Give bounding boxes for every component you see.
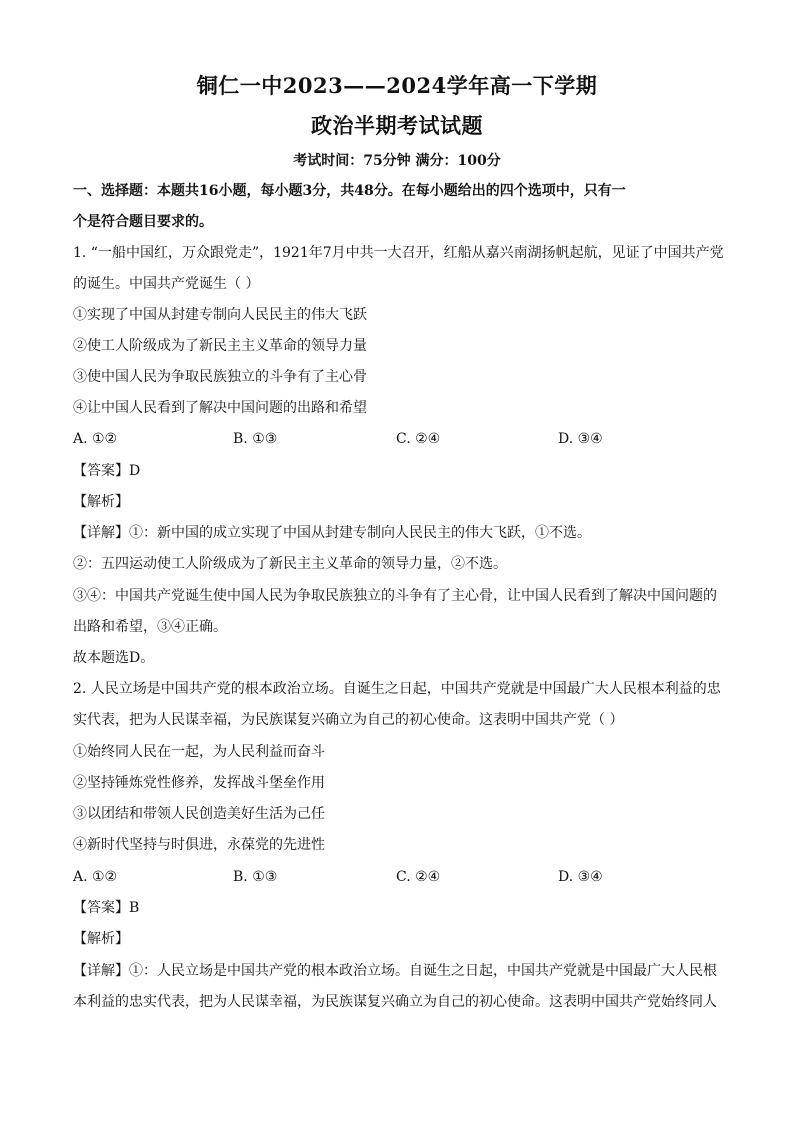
q1-item-3: ③使中国人民为争取民族独立的斗争有了主心骨: [73, 369, 367, 385]
q2-detail-line-1: 【详解】①：人民立场是中国共产党的根本政治立场。自诞生之日起，中国共产党就是中国最广大人民根: [73, 963, 717, 979]
q1-stem-line-1: 1. “一船中国红，万众跟党走”，1921年7月中共一大召开，红船从嘉兴南湖扬帆起航，见证了中国共产党: [73, 245, 724, 261]
q1-option-a: A. ①②: [73, 431, 118, 447]
q2-options: [73, 867, 728, 887]
q1-option-c: C. ②④: [396, 431, 441, 447]
q2-option-d: D. ③④: [558, 869, 603, 885]
q2-item-1: ①始终同人民在一起，为人民利益而奋斗: [73, 744, 325, 760]
q2-analysis-label: 【解析】: [73, 931, 129, 947]
q2-stem-line-1: 2. 人民立场是中国共产党的根本政治立场。自诞生之日起，中国共产党就是中国最广大人民根本利益的忠: [73, 681, 721, 697]
q2-option-b: B. ①③: [233, 869, 278, 885]
section-heading-line-1: 一、选择题：本题共16小题，每小题3分，共48分。在每小题给出的四个选项中，只有一: [73, 183, 626, 199]
q2-detail-line-2: 本利益的忠实代表，把为人民谋幸福，为民族谋复兴确立为自己的初心使命。这表明中国共产党始终同人: [73, 994, 717, 1010]
document-subtitle: 政治半期考试试题: [311, 113, 483, 138]
q1-detail-line-3: ③④：中国共产党诞生使中国人民为争取民族独立的斗争有了主心骨，让中国人民看到了解决中国问题的: [73, 588, 717, 604]
q1-option-d: D. ③④: [558, 431, 603, 447]
q1-item-1: ①实现了中国从封建专制向人民民主的伟大飞跃: [73, 307, 367, 323]
q1-options: [73, 429, 728, 449]
q1-option-b: B. ①③: [233, 431, 278, 447]
q1-item-2: ②使工人阶级成为了新民主主义革命的领导力量: [73, 338, 367, 354]
q2-stem-line-2: 实代表，把为人民谋幸福，为民族谋复兴确立为自己的初心使命。这表明中国共产党（ ）: [73, 712, 624, 728]
q1-detail-line-5: 故本题选D。: [73, 650, 155, 666]
q2-option-c: C. ②④: [396, 869, 441, 885]
q2-item-3: ③以团结和带领人民创造美好生活为己任: [73, 806, 325, 822]
q1-detail-line-1: 【详解】①：新中国的成立实现了中国从封建专制向人民民主的伟大飞跃，①不选。: [73, 525, 591, 541]
q2-item-4: ④新时代坚持与时俱进，永葆党的先进性: [73, 837, 325, 853]
section-heading-line-2: 个是符合题目要求的。: [73, 214, 213, 230]
q2-answer: 【答案】B: [73, 900, 140, 916]
exam-info: 考试时间：75分钟 满分：100分: [293, 153, 501, 169]
q1-detail-line-2: ②：五四运动使工人阶级成为了新民主主义革命的领导力量，②不选。: [73, 556, 507, 572]
q1-stem-line-2: 的诞生。中国共产党诞生（ ）: [73, 276, 260, 292]
q1-item-4: ④让中国人民看到了解决中国问题的出路和希望: [73, 400, 367, 416]
q2-option-a: A. ①②: [73, 869, 118, 885]
q2-item-2: ②坚持锤炼党性修养，发挥战斗堡垒作用: [73, 775, 325, 791]
q1-analysis-label: 【解析】: [73, 494, 129, 510]
document-title: 铜仁一中2023——2024学年高一下学期: [196, 73, 598, 98]
q1-detail-line-4: 出路和希望，③④正确。: [73, 619, 227, 635]
q1-answer: 【答案】D: [73, 463, 141, 479]
